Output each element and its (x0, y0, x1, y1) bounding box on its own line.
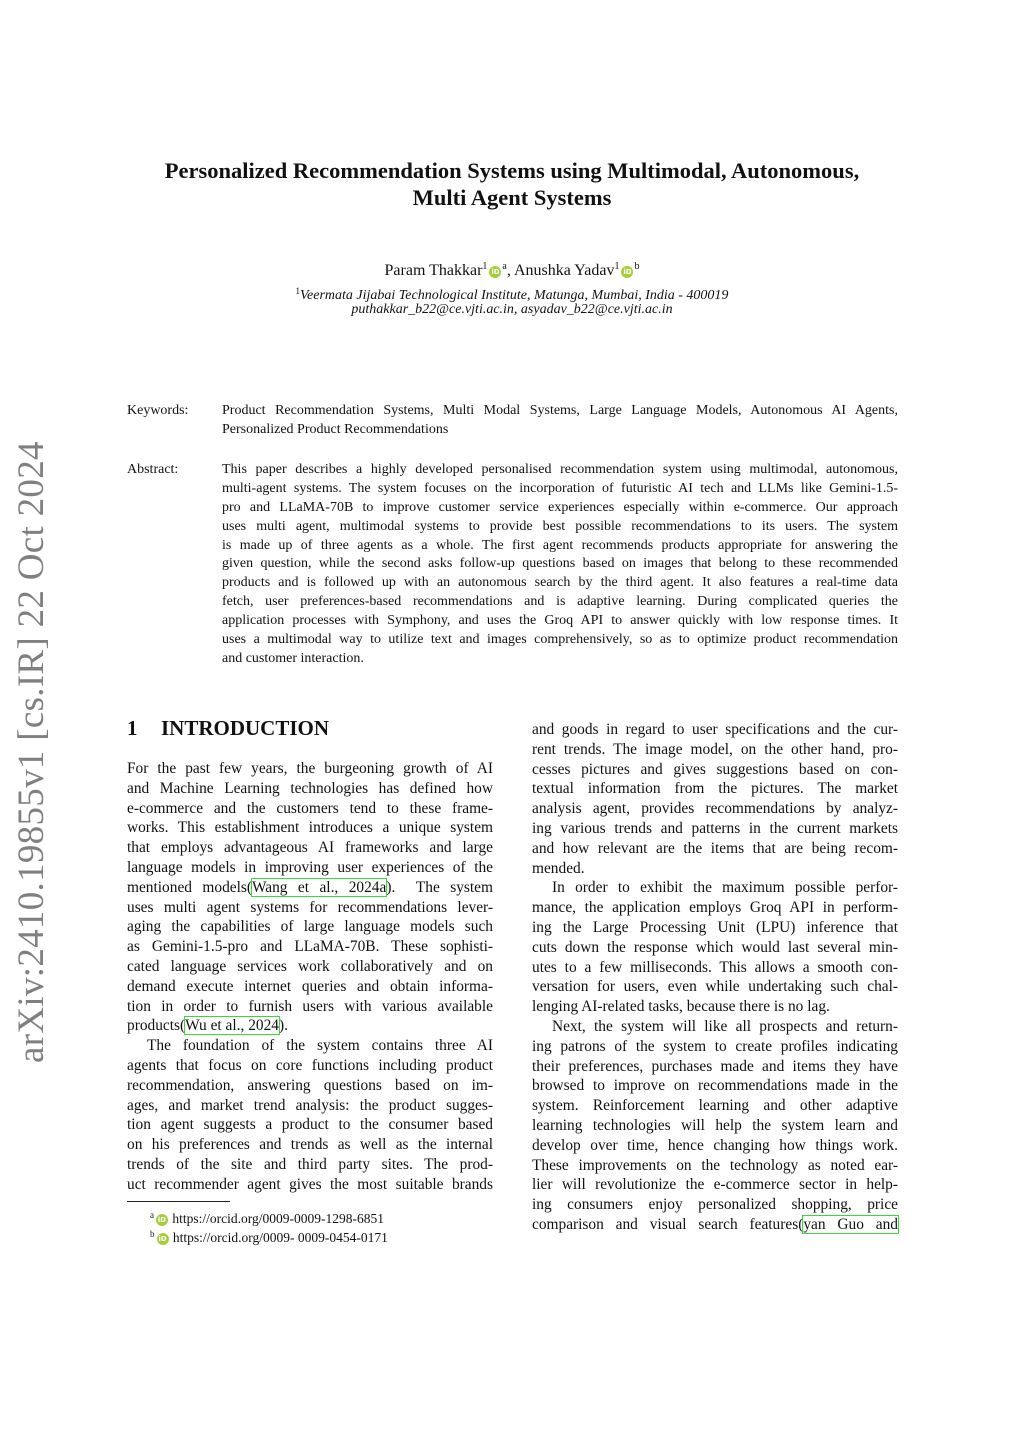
body-line: agents that focus on core functions including product (127, 1056, 493, 1074)
body-line: develop over time, hence changing how things work. (532, 1136, 898, 1154)
section-number: 1 (127, 716, 138, 740)
paper-title (100, 157, 924, 211)
affiliation-text: Veermata Jijabai Technological Institute, Matunga, Mumbai, India - 400019 (300, 288, 729, 303)
footnote-divider (127, 1201, 230, 1202)
citation-link[interactable]: Wu et al., 2024 (185, 1017, 279, 1035)
body-line: and Machine Learning technologies has defined how (127, 779, 493, 797)
body-text: comparison and visual search features( (532, 1215, 804, 1233)
body-line: aging the capabilities of large language models such (127, 918, 493, 936)
body-line: cated language services work collaboratively and on (127, 957, 493, 975)
body-line: browsed to improve on recommendations made in the (532, 1077, 898, 1095)
abstract-line: products and is followed up with an autonomous search by the third agent. It also features a real-time data (222, 575, 898, 591)
body-line: uct recommender agent gives the most suitable brands (127, 1175, 493, 1193)
abstract-line: multi-agent systems. The system focuses on the incorporation of futuristic AI tech and LLMs like Gemini-1.5- (222, 480, 898, 496)
abstract-line: application processes with Symphony, and uses the Groq API to answer quickly with low response times. It (222, 613, 898, 629)
body-line (532, 1215, 898, 1235)
body-line: cuts down the response which would last several min- (532, 938, 898, 956)
orcid-icon[interactable]: iD (491, 268, 500, 276)
footnote-mark: a (150, 1210, 154, 1220)
abstract-text (222, 461, 898, 669)
affiliation-mark: 1 (295, 286, 301, 296)
body-line: For the past few years, the burgeoning growth of AI (127, 760, 493, 777)
body-line: recommendation, answering questions based on im- (127, 1076, 493, 1094)
orcid-icon[interactable]: iD (623, 268, 632, 276)
citation-link[interactable]: yan Guo and (803, 1215, 898, 1233)
body-line: lenging AI-related tasks, because there is no lag. (532, 998, 830, 1016)
body-line: rent trends. The image model, on the other hand, pro- (532, 740, 898, 758)
orcid-url[interactable]: https://orcid.org/0009- 0009-0454-0171 (172, 1230, 388, 1245)
abstract-line: pro and LLaMA-70B to improve customer service experiences especially within e-commerce. Our approach (222, 499, 898, 515)
abstract-line: This paper describes a highly developed personalised recommendation system using multimodal, autonomous, (222, 462, 898, 477)
affiliation-mark: 1 (482, 261, 488, 272)
body-line: textual information from the pictures. The market (532, 780, 898, 798)
right-column (532, 720, 898, 1235)
body-line: that employs advantageous AI frameworks and large (127, 839, 493, 857)
body-line: their preferences, purchases made and items they have (532, 1057, 898, 1075)
section-title: INTRODUCTION (161, 716, 330, 740)
body-line: cesses pictures and gives suggestions based on con- (532, 760, 898, 778)
body-line: and how relevant are the items that are being recom- (532, 839, 898, 857)
body-line: ing various trends and patterns in the current markets (532, 819, 898, 837)
author-separator: , (506, 262, 514, 279)
citation-link[interactable]: Wang et al., 2024a (251, 878, 387, 896)
body-text: products( (127, 1017, 186, 1035)
author-emails: puthakkar_b22@ce.vjti.ac.in, asyadav_b22@ce.vjti.ac.in (351, 302, 673, 317)
body-line: works. This establishment introduces a unique system (127, 819, 493, 837)
abstract-line: and customer interaction. (222, 650, 364, 666)
body-line: ing the Large Processing Unit (LPU) inference that (532, 918, 898, 936)
body-line: Next, the system will like all prospects and return- (552, 1017, 898, 1035)
body-line: tion agent suggests a product to the consumer based (127, 1116, 493, 1134)
body-line: mance, the application employs Groq API in perform- (532, 899, 898, 917)
abstract-line: given question, while the second asks follow-up questions based on images that belong to these recommended (222, 556, 898, 572)
body-line: ages, and market trend analysis: the product sugges- (127, 1096, 493, 1114)
keywords-text (222, 402, 898, 440)
body-line: system. Reinforcement learning and other adaptive (532, 1097, 898, 1115)
keywords-line: Personalized Product Recommendations (222, 421, 449, 437)
body-line: as Gemini-1.5-pro and LLaMA-70B. These sophisti- (127, 938, 493, 956)
body-text: ). The system (386, 878, 493, 896)
body-line: learning technologies will help the system learn and (532, 1116, 898, 1134)
author-list (100, 257, 924, 281)
orcid-url[interactable]: https://orcid.org/0009-0009-1298-6851 (172, 1211, 384, 1226)
abstract-line: fetch, user preferences-based recommendations and is adaptive learning. During complicated queries the (222, 594, 898, 610)
affiliation-mark: 1 (614, 261, 620, 272)
abstract-line: is made up of three agents as a whole. The first agent recommends products appropriate for answering the (222, 537, 898, 553)
body-line: trends of the site and third party sites. The prod- (127, 1155, 493, 1173)
body-line: on his preferences and trends as well as the internal (127, 1136, 493, 1154)
body-text: ). (278, 1017, 288, 1035)
body-line: lier will revolutionize the e-commerce sector in help- (532, 1176, 898, 1194)
body-line: ing consumers enjoy personalized shopping, price (532, 1196, 898, 1214)
keywords-line: Product Recommendation Systems, Multi Modal Systems, Large Language Models, Autonomous AI Agents, (222, 403, 898, 418)
body-text: mentioned models( (127, 878, 252, 896)
abstract-line: uses a multimodal way to utilize text and images comprehensively, so as to optimize product recommendation (222, 632, 898, 648)
body-line: uses multi agent systems for recommendations lever- (127, 898, 493, 916)
abstract-line: uses multi agent, multimodal systems to provide best possible recommendations to its users. The system (222, 518, 898, 534)
body-line: e-commerce and the customers tend to these frame- (127, 799, 493, 817)
orcid-icon: iD (158, 1235, 167, 1243)
footnote-b (150, 1225, 388, 1247)
body-line (127, 878, 493, 898)
body-line: These improvements on the technology as noted ear- (532, 1156, 898, 1174)
left-column (127, 759, 493, 1195)
body-line: ing patrons of the system to create profiles indicating (532, 1037, 898, 1055)
title-line-2: Multi Agent Systems (412, 185, 612, 210)
abstract-label: Abstract: (127, 462, 179, 477)
body-line: The foundation of the system contains three AI (147, 1037, 493, 1055)
footnote-mark: b (634, 261, 640, 272)
orcid-icon: iD (157, 1216, 167, 1224)
author-name: Anushka Yadav (514, 262, 615, 279)
title-line-1: Personalized Recommendation Systems using Multimodal, Autonomous, (164, 158, 860, 183)
body-line: language models in improving user experiences of the (127, 858, 493, 876)
arxiv-identifier-stamp: arXiv:2410.19855v1 [cs.IR] 22 Oct 2024 (11, 441, 52, 1063)
body-line: tion in order to furnish users with various available (127, 997, 493, 1015)
body-line: demand execute internet queries and obtain informa- (127, 977, 493, 995)
body-line (127, 1016, 493, 1036)
keywords-label: Keywords: (127, 403, 189, 418)
body-line: versation for users, even while undertaking such chal- (532, 978, 898, 996)
body-line: In order to exhibit the maximum possible perfor- (552, 879, 898, 897)
footnote-mark: a (502, 261, 507, 272)
section-heading (127, 714, 329, 742)
body-line: analysis agent, provides recommendations by analyz- (532, 800, 898, 818)
author-name: Param Thakkar (384, 262, 483, 279)
body-line: mended. (532, 859, 585, 877)
body-line: utes to a few milliseconds. This allows a smooth con- (532, 958, 898, 976)
footnote-mark: b (150, 1229, 155, 1239)
body-line: and goods in regard to user specifications and the cur- (532, 721, 898, 738)
